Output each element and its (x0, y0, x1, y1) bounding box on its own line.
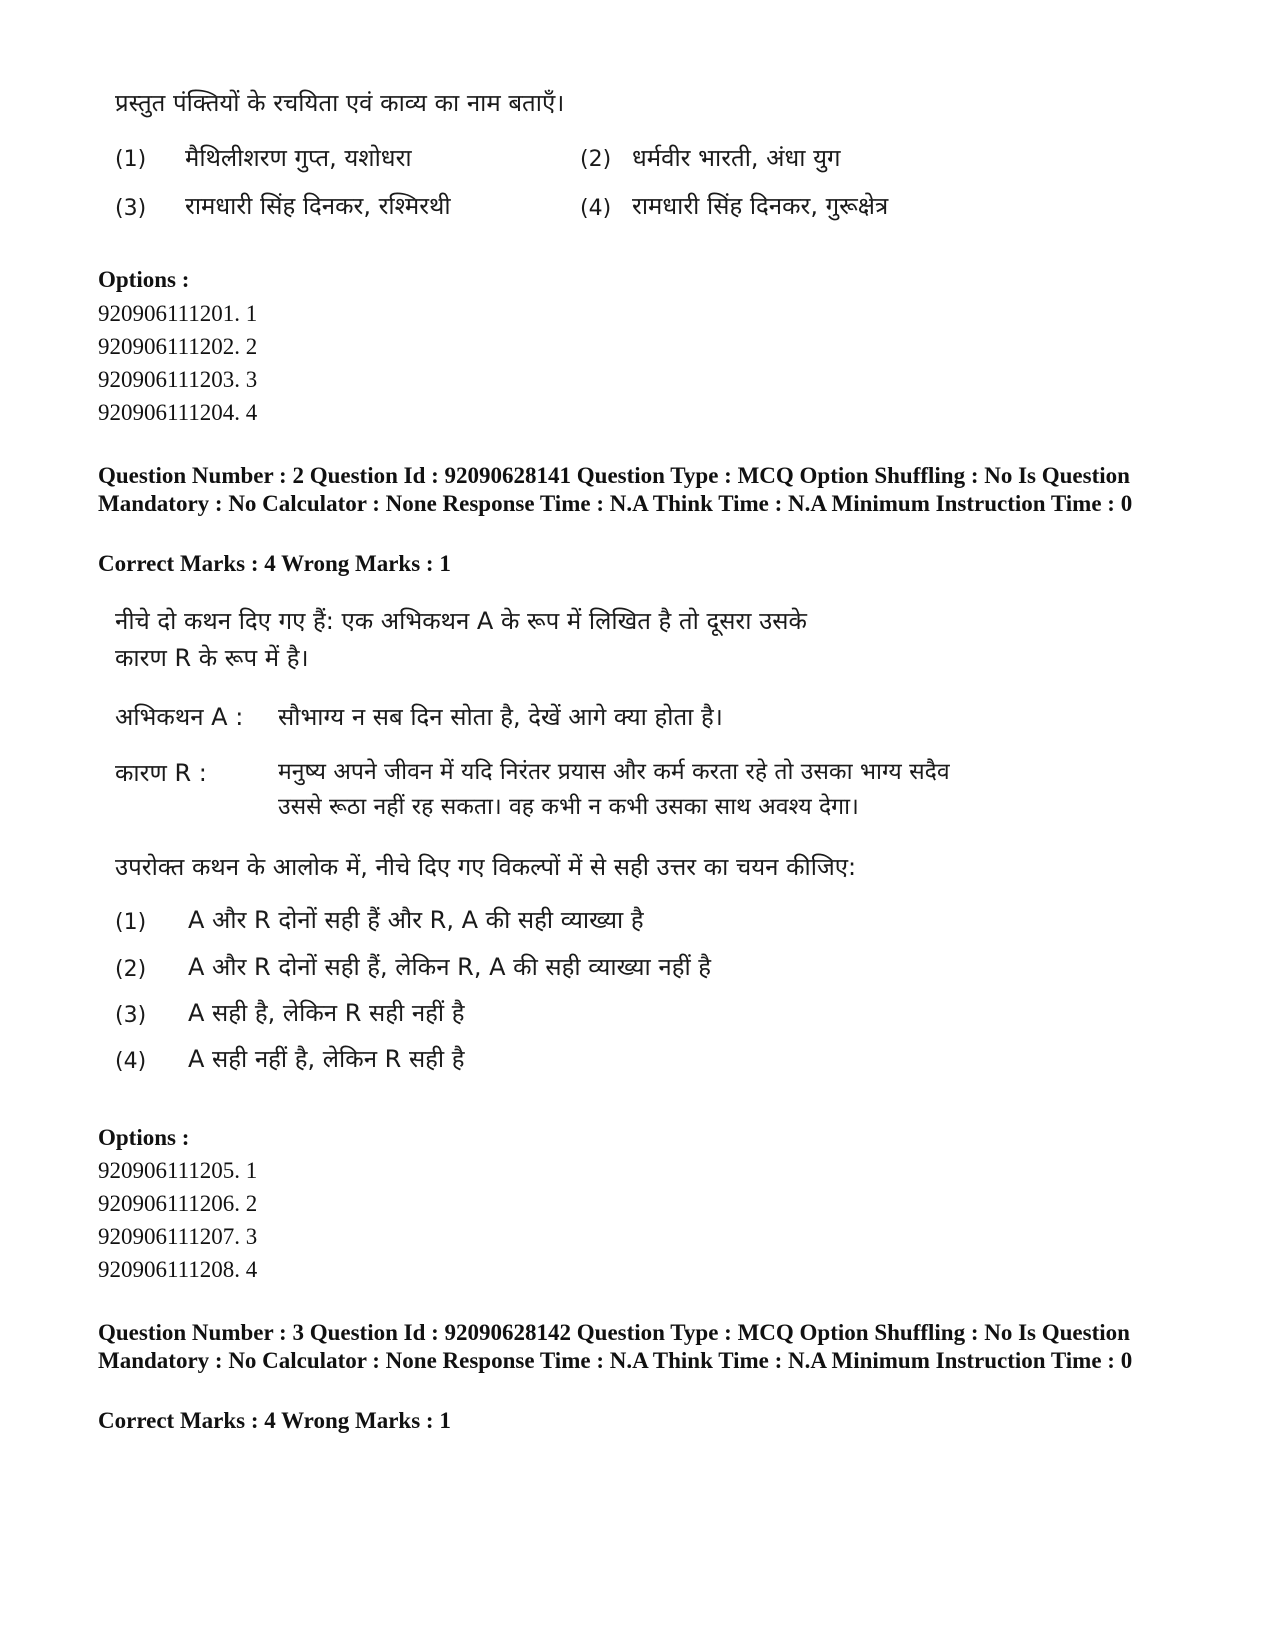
q1-choice-3-num: (3) (115, 196, 147, 221)
q1-choice-4-num: (4) (580, 196, 612, 221)
q2-option-1: 920906111205. 1 (98, 1158, 258, 1183)
q2-choice-3-num: (3) (115, 1003, 147, 1028)
q1-choice-1-text: मैथिलीशरण गुप्त, यशोधरा (185, 144, 412, 172)
q2-meta: Question Number : 2 Question Id : 92090628141 Question Type : MCQ Option Shuffling : No Is Question Mandatory : No Calculator : None Response Time : N.A Think Time : N.A Minimum Instruction Time : 0 (98, 463, 1133, 516)
q2-reason-label: कारण R : (115, 759, 207, 787)
q2-choice-2-num: (2) (115, 957, 147, 982)
q1-choice-2-text: धर्मवीर भारती, अंधा युग (632, 144, 841, 172)
q2-option-4: 920906111208. 4 (98, 1257, 258, 1282)
q1-option-1: 920906111201. 1 (98, 301, 258, 326)
q3-meta: Question Number : 3 Question Id : 92090628142 Question Type : MCQ Option Shuffling : No Is Question Mandatory : No Calculator : None Response Time : N.A Think Time : N.A Minimum Instruction Time : 0 (98, 1320, 1133, 1373)
q1-choice-2-num: (2) (580, 147, 612, 172)
q2-instruction: उपरोक्त कथन के आलोक में, नीचे दिए गए विकल्पों में से सही उत्तर का चयन कीजिए: (115, 853, 857, 881)
q2-choice-3-text: A सही है, लेकिन R सही नहीं है (188, 999, 465, 1027)
q1-choice-4-text: रामधारी सिंह दिनकर, गुरूक्षेत्र (632, 192, 889, 220)
q2-choice-2-text: A और R दोनों सही हैं, लेकिन R, A की सही व्याख्या नहीं है (188, 953, 712, 981)
q2-assertion-text: सौभाग्य न सब दिन सोता है, देखें आगे क्या होता है। (278, 703, 723, 731)
q2-assertion-label: अभिकथन A : (115, 703, 244, 731)
q2-intro-line-1: नीचे दो कथन दिए गए हैं: एक अभिकथन A के रूप में लिखित है तो दूसरा उसके (115, 607, 807, 635)
q2-choice-4-num: (4) (115, 1049, 147, 1074)
q2-options-heading: Options : (98, 1125, 190, 1150)
q1-option-2: 920906111202. 2 (98, 334, 258, 359)
q1-option-4: 920906111204. 4 (98, 400, 258, 425)
q2-intro-line-2: कारण R के रूप में है। (115, 644, 309, 672)
q2-marks: Correct Marks : 4 Wrong Marks : 1 (98, 551, 451, 576)
q1-choice-1-num: (1) (115, 147, 147, 172)
q3-marks: Correct Marks : 4 Wrong Marks : 1 (98, 1408, 451, 1433)
q2-choice-4-text: A सही नहीं है, लेकिन R सही है (188, 1045, 465, 1073)
q2-choice-1-num: (1) (115, 910, 147, 935)
q2-reason-line-1: मनुष्य अपने जीवन में यदि निरंतर प्रयास और कर्म करता रहे तो उसका भाग्य सदैव (278, 759, 950, 785)
q2-option-2: 920906111206. 2 (98, 1191, 258, 1216)
q1-choice-3-text: रामधारी सिंह दिनकर, रश्मिरथी (185, 192, 451, 220)
q1-option-3: 920906111203. 3 (98, 367, 258, 392)
q1-options-heading: Options : (98, 267, 190, 292)
q2-choice-1-text: A और R दोनों सही हैं और R, A की सही व्याख्या है (188, 906, 644, 934)
q2-reason-line-2: उससे रूठा नहीं रह सकता। वह कभी न कभी उसका साथ अवश्य देगा। (278, 794, 859, 820)
q2-option-3: 920906111207. 3 (98, 1224, 258, 1249)
q1-stem: प्रस्तुत पंक्तियों के रचयिता एवं काव्य का नाम बताएँ। (115, 89, 565, 117)
